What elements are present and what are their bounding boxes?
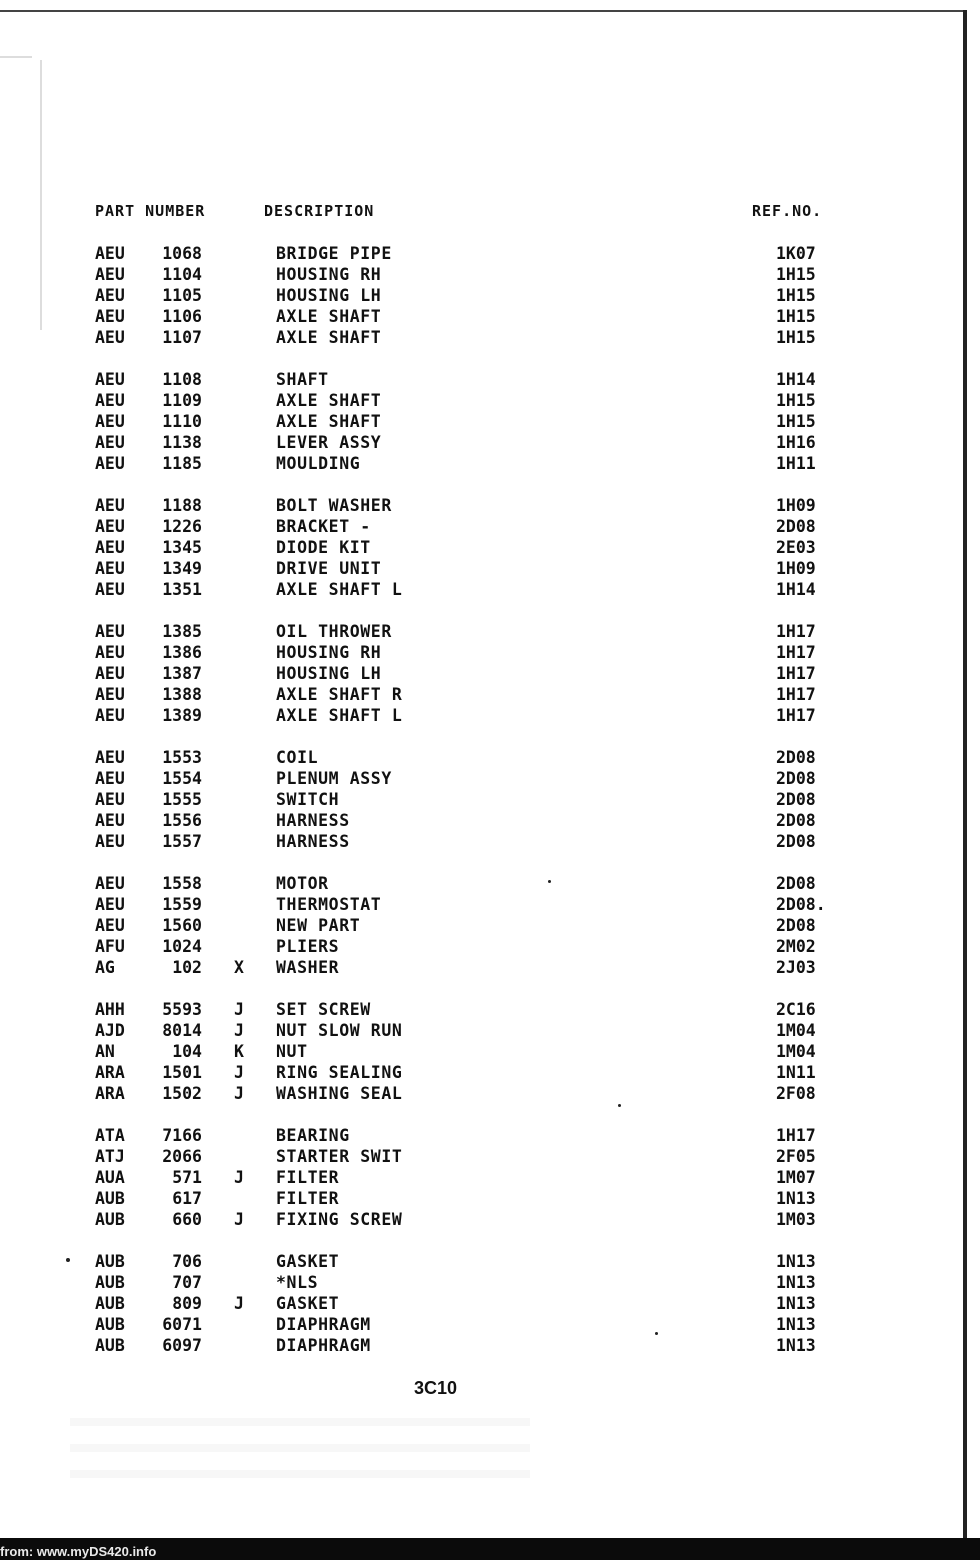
part-ref-no: 2J03 [776, 958, 816, 977]
source-url: from: www.myDS420.info [0, 1544, 157, 1559]
part-number: 1501 [162, 1063, 202, 1082]
part-number: 1024 [162, 937, 202, 956]
part-number: 706 [172, 1252, 202, 1271]
part-row [0, 705, 960, 726]
part-ref-no: 1H17 [776, 643, 816, 662]
part-prefix: AJD [95, 1021, 125, 1040]
part-ref-no: 1H17 [776, 1126, 816, 1145]
header-part-number: PART NUMBER [95, 202, 206, 220]
part-row [0, 1314, 960, 1335]
part-description: DIAPHRAGM [276, 1315, 371, 1334]
part-prefix: AFU [95, 937, 125, 956]
part-row [0, 285, 960, 306]
part-row [0, 453, 960, 474]
part-ref-no: 1M04 [776, 1042, 816, 1061]
part-ref-no: 1M04 [776, 1021, 816, 1040]
part-number: 2066 [162, 1147, 202, 1166]
part-prefix: AUB [95, 1294, 125, 1313]
part-row [0, 1209, 960, 1230]
part-row [0, 831, 960, 852]
part-number: 1106 [162, 307, 202, 326]
part-row [0, 537, 960, 558]
part-row [0, 1293, 960, 1314]
part-description: HOUSING RH [276, 265, 382, 284]
part-prefix: AEU [95, 769, 125, 788]
part-prefix: AEU [95, 832, 125, 851]
part-row [0, 306, 960, 327]
part-row [0, 1125, 960, 1146]
part-number: 707 [172, 1273, 202, 1292]
part-ref-no: 1K07 [776, 244, 816, 263]
part-number: 7166 [162, 1126, 202, 1145]
part-number: 1558 [162, 874, 202, 893]
part-row [0, 999, 960, 1020]
part-row [0, 327, 960, 348]
part-ref-no: 1H15 [776, 286, 816, 305]
part-prefix: AEU [95, 412, 125, 431]
part-description: AXLE SHAFT R [276, 685, 403, 704]
part-prefix: AEU [95, 622, 125, 641]
part-number: 1388 [162, 685, 202, 704]
part-ref-no: 2E03 [776, 538, 816, 557]
part-description: HARNESS [276, 832, 350, 851]
part-row [0, 957, 960, 978]
part-row [0, 1041, 960, 1062]
part-description: BOLT WASHER [276, 496, 392, 515]
part-number: 1559 [162, 895, 202, 914]
part-prefix: AEU [95, 454, 125, 473]
part-number: 617 [172, 1189, 202, 1208]
part-prefix: AEU [95, 328, 125, 347]
part-number: 1387 [162, 664, 202, 683]
part-number: 1109 [162, 391, 202, 410]
part-row [0, 432, 960, 453]
part-number: 1104 [162, 265, 202, 284]
part-ref-no: 2D08 [776, 874, 816, 893]
part-number: 1556 [162, 811, 202, 830]
part-prefix: AUB [95, 1189, 125, 1208]
part-ref-no: 2D08 [776, 916, 816, 935]
part-description: DIODE KIT [276, 538, 371, 557]
part-number: 1108 [162, 370, 202, 389]
part-number: 1107 [162, 328, 202, 347]
part-ref-no: 1M07 [776, 1168, 816, 1187]
part-prefix: AEU [95, 580, 125, 599]
part-number: 1555 [162, 790, 202, 809]
part-prefix: AEU [95, 265, 125, 284]
part-description: AXLE SHAFT L [276, 580, 403, 599]
part-number: 660 [172, 1210, 202, 1229]
part-row [0, 516, 960, 537]
part-prefix: AEU [95, 790, 125, 809]
part-ref-no: 1N13 [776, 1294, 816, 1313]
part-code: J [234, 1168, 244, 1187]
part-description: THERMOSTAT [276, 895, 382, 914]
part-row [0, 369, 960, 390]
part-description: *NLS [276, 1273, 319, 1292]
part-description: BRACKET - [276, 517, 371, 536]
part-ref-no: 1H09 [776, 559, 816, 578]
part-row [0, 495, 960, 516]
part-ref-no: 2M02 [776, 937, 816, 956]
part-row [0, 558, 960, 579]
part-row [0, 1062, 960, 1083]
part-prefix: AEU [95, 517, 125, 536]
part-number: 104 [172, 1042, 202, 1061]
part-prefix: AUA [95, 1168, 125, 1187]
part-description: HOUSING LH [276, 664, 382, 683]
part-description: COIL [276, 748, 319, 767]
part-row [0, 915, 960, 936]
part-number: 8014 [162, 1021, 202, 1040]
part-description: SHAFT [276, 370, 329, 389]
part-description: AXLE SHAFT [276, 391, 382, 410]
part-code: J [234, 1021, 244, 1040]
part-ref-no: 1H17 [776, 685, 816, 704]
part-row [0, 873, 960, 894]
part-code: J [234, 1000, 244, 1019]
part-row [0, 1020, 960, 1041]
scan-speck [618, 1104, 621, 1107]
part-prefix: AEU [95, 307, 125, 326]
part-description: RING SEALING [276, 1063, 403, 1082]
part-description: AXLE SHAFT [276, 328, 382, 347]
part-number: 1389 [162, 706, 202, 725]
part-number: 1345 [162, 538, 202, 557]
part-ref-no: 1N13 [776, 1315, 816, 1334]
part-description: DRIVE UNIT [276, 559, 382, 578]
part-description: HOUSING RH [276, 643, 382, 662]
part-ref-no: 2C16 [776, 1000, 816, 1019]
part-code: J [234, 1084, 244, 1103]
part-number: 1226 [162, 517, 202, 536]
page-number: 3C10 [414, 1378, 458, 1398]
part-prefix: AEU [95, 664, 125, 683]
part-number: 1188 [162, 496, 202, 515]
part-ref-no: 2D08. [776, 895, 826, 914]
part-prefix: ARA [95, 1084, 125, 1103]
part-description: AXLE SHAFT [276, 412, 382, 431]
part-ref-no: 1H15 [776, 328, 816, 347]
part-prefix: AEU [95, 685, 125, 704]
part-ref-no: 1H11 [776, 454, 816, 473]
part-prefix: AEU [95, 748, 125, 767]
part-description: SWITCH [276, 790, 340, 809]
part-row [0, 1251, 960, 1272]
part-prefix: ARA [95, 1063, 125, 1082]
part-ref-no: 1N13 [776, 1189, 816, 1208]
part-prefix: AEU [95, 370, 125, 389]
part-number: 6097 [162, 1336, 202, 1355]
part-ref-no: 1H14 [776, 370, 816, 389]
part-code: J [234, 1063, 244, 1082]
part-row [0, 663, 960, 684]
part-ref-no: 1H16 [776, 433, 816, 452]
part-description: MOTOR [276, 874, 329, 893]
scan-speck [548, 880, 551, 883]
part-ref-no: 1M03 [776, 1210, 816, 1229]
bleed-through-text [70, 1400, 530, 1490]
part-prefix: AEU [95, 811, 125, 830]
part-description: LEVER ASSY [276, 433, 382, 452]
part-number: 5593 [162, 1000, 202, 1019]
part-description: WASHING SEAL [276, 1084, 403, 1103]
part-description: SET SCREW [276, 1000, 371, 1019]
part-prefix: AUB [95, 1315, 125, 1334]
part-prefix: ATA [95, 1126, 125, 1145]
part-prefix: AEU [95, 559, 125, 578]
part-description: MOULDING [276, 454, 361, 473]
part-number: 102 [172, 958, 202, 977]
part-row [0, 1167, 960, 1188]
part-prefix: AEU [95, 895, 125, 914]
part-number: 1110 [162, 412, 202, 431]
part-ref-no: 1H15 [776, 307, 816, 326]
part-description: BRIDGE PIPE [276, 244, 392, 263]
part-prefix: AUB [95, 1210, 125, 1229]
part-prefix: AUB [95, 1252, 125, 1271]
part-ref-no: 2D08 [776, 517, 816, 536]
part-row [0, 621, 960, 642]
part-number: 1554 [162, 769, 202, 788]
part-row [0, 768, 960, 789]
part-prefix: AEU [95, 538, 125, 557]
part-description: BEARING [276, 1126, 350, 1145]
part-row [0, 579, 960, 600]
part-prefix: AHH [95, 1000, 125, 1019]
part-ref-no: 1N13 [776, 1252, 816, 1271]
part-ref-no: 1N13 [776, 1336, 816, 1355]
part-ref-no: 2D08 [776, 748, 816, 767]
part-number: 1560 [162, 916, 202, 935]
part-row [0, 1335, 960, 1356]
part-row [0, 1188, 960, 1209]
part-prefix: AEU [95, 244, 125, 263]
part-row [0, 411, 960, 432]
part-row [0, 1146, 960, 1167]
part-prefix: AEU [95, 916, 125, 935]
header-description: DESCRIPTION [264, 202, 375, 220]
part-prefix: AG [95, 958, 115, 977]
part-prefix: AUB [95, 1336, 125, 1355]
part-description: GASKET [276, 1252, 340, 1271]
part-row [0, 684, 960, 705]
part-number: 1138 [162, 433, 202, 452]
part-number: 1502 [162, 1084, 202, 1103]
part-row [0, 894, 960, 915]
part-ref-no: 2D08 [776, 769, 816, 788]
part-row [0, 936, 960, 957]
part-row [0, 1272, 960, 1293]
part-code: X [234, 958, 244, 977]
part-prefix: AEU [95, 643, 125, 662]
part-description: FILTER [276, 1189, 340, 1208]
part-number: 571 [172, 1168, 202, 1187]
part-description: OIL THROWER [276, 622, 392, 641]
part-number: 1351 [162, 580, 202, 599]
part-ref-no: 2D08 [776, 811, 816, 830]
part-number: 1386 [162, 643, 202, 662]
part-description: AXLE SHAFT [276, 307, 382, 326]
part-number: 1557 [162, 832, 202, 851]
part-ref-no: 1H17 [776, 706, 816, 725]
part-row [0, 1083, 960, 1104]
part-description: AXLE SHAFT L [276, 706, 403, 725]
part-ref-no: 1H17 [776, 622, 816, 641]
part-ref-no: 1H15 [776, 265, 816, 284]
part-prefix: AEU [95, 286, 125, 305]
part-description: NUT [276, 1042, 308, 1061]
part-row [0, 390, 960, 411]
part-description: NEW PART [276, 916, 361, 935]
part-code: K [234, 1042, 244, 1061]
part-prefix: AUB [95, 1273, 125, 1292]
scan-speck [655, 1332, 658, 1335]
part-row [0, 642, 960, 663]
part-ref-no: 1H15 [776, 391, 816, 410]
part-ref-no: 2F08 [776, 1084, 816, 1103]
part-number: 1185 [162, 454, 202, 473]
part-ref-no: 2D08 [776, 790, 816, 809]
part-row [0, 243, 960, 264]
part-number: 1349 [162, 559, 202, 578]
page-top-edge [0, 10, 966, 12]
part-description: HOUSING LH [276, 286, 382, 305]
part-ref-no: 1H14 [776, 580, 816, 599]
part-number: 1385 [162, 622, 202, 641]
part-description: STARTER SWIT [276, 1147, 403, 1166]
part-description: FIXING SCREW [276, 1210, 403, 1229]
part-description: HARNESS [276, 811, 350, 830]
part-number: 1553 [162, 748, 202, 767]
part-prefix: AEU [95, 874, 125, 893]
part-ref-no: 2D08 [776, 832, 816, 851]
part-number: 1068 [162, 244, 202, 263]
part-row [0, 747, 960, 768]
part-ref-no: 2F05 [776, 1147, 816, 1166]
part-description: PLIERS [276, 937, 340, 956]
part-prefix: AEU [95, 706, 125, 725]
part-ref-no: 1N11 [776, 1063, 816, 1082]
part-code: J [234, 1210, 244, 1229]
part-number: 1105 [162, 286, 202, 305]
part-description: NUT SLOW RUN [276, 1021, 403, 1040]
part-row [0, 264, 960, 285]
part-description: WASHER [276, 958, 340, 977]
header-ref-no: REF.NO. [752, 202, 823, 220]
part-number: 809 [172, 1294, 202, 1313]
part-ref-no: 1H09 [776, 496, 816, 515]
part-number: 6071 [162, 1315, 202, 1334]
part-ref-no: 1H17 [776, 664, 816, 683]
part-description: GASKET [276, 1294, 340, 1313]
part-prefix: AEU [95, 496, 125, 515]
page-right-edge [963, 10, 967, 1540]
part-description: DIAPHRAGM [276, 1336, 371, 1355]
part-row [0, 789, 960, 810]
part-code: J [234, 1294, 244, 1313]
part-row [0, 810, 960, 831]
part-ref-no: 1N13 [776, 1273, 816, 1292]
scan-mark [0, 56, 32, 58]
part-prefix: AEU [95, 391, 125, 410]
part-description: PLENUM ASSY [276, 769, 392, 788]
part-prefix: AN [95, 1042, 115, 1061]
part-description: FILTER [276, 1168, 340, 1187]
scan-speck [66, 1258, 70, 1262]
part-prefix: AEU [95, 433, 125, 452]
part-prefix: ATJ [95, 1147, 125, 1166]
part-ref-no: 1H15 [776, 412, 816, 431]
